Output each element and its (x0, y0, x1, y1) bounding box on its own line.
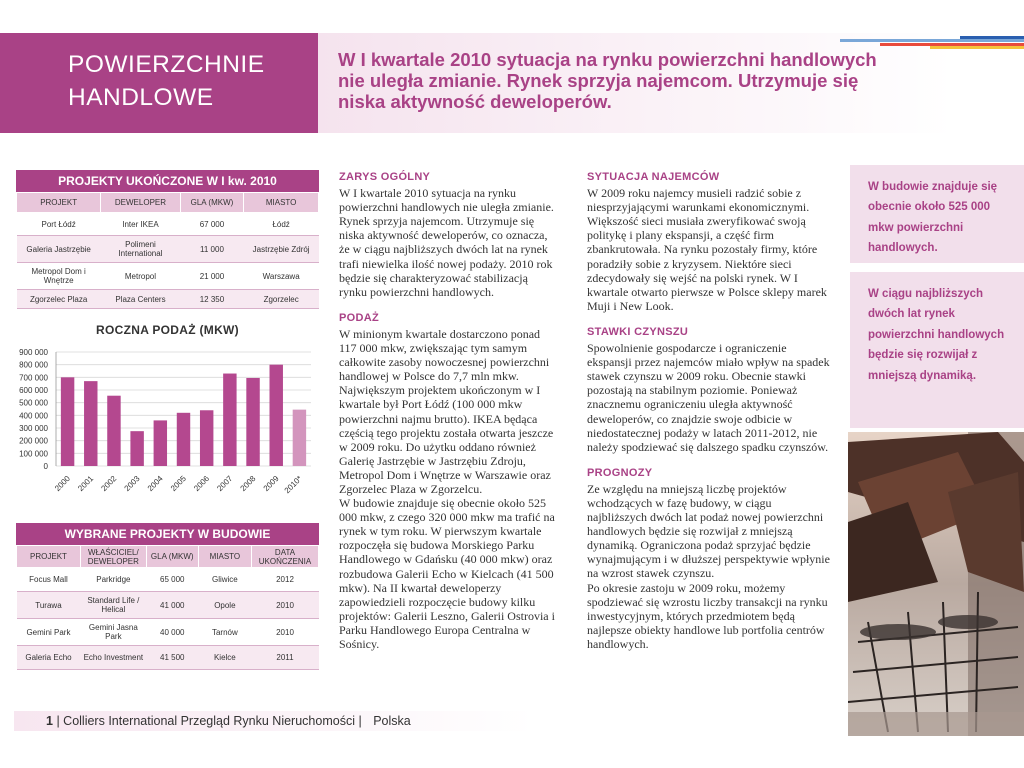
table-cell: 2011 (252, 646, 319, 670)
x-tick-label: 2001 (76, 474, 96, 493)
page-number: 1 (46, 714, 53, 728)
table-cell: Tarnów (198, 619, 251, 646)
bar (246, 378, 259, 466)
section-heading: STAWKI CZYNSZU (587, 325, 689, 338)
table-cell: 2012 (252, 568, 319, 592)
column-header: MIASTO (244, 193, 319, 213)
highlight-box-1 (850, 165, 1024, 263)
x-tick-label: 2000 (53, 474, 73, 493)
bar (270, 365, 283, 466)
table-cell: Standard Life / Helical (80, 592, 146, 619)
headline: W I kwartale 2010 sytuacja na rynku powierzchni handlowych nie uległa zmianie. Rynek sprzyja najemcom. Utrzymuje się niska aktywność deweloperów. (338, 49, 877, 112)
page-title (68, 48, 265, 114)
table-cell: 67 000 (180, 213, 244, 236)
chart-title: ROCZNA PODAŻ (MKW) (96, 323, 239, 337)
construction-projects-title: WYBRANE PROJEKTY W BUDOWIE (16, 523, 319, 545)
x-tick-label: 2008 (238, 474, 258, 493)
table-cell: Galeria Echo (17, 646, 81, 670)
table-cell: Kielce (198, 646, 251, 670)
section-supply (339, 311, 557, 651)
table-cell: 2010 (252, 592, 319, 619)
x-tick-label: 2005 (168, 474, 188, 493)
x-tick-label: 2006 (192, 474, 212, 493)
x-tick-label: 2004 (145, 474, 165, 493)
table-cell: Gemini Park (17, 619, 81, 646)
table-cell: Jastrzębie Zdrój (244, 236, 319, 263)
x-tick-label: 2002 (99, 474, 119, 493)
table-header-row (17, 193, 319, 213)
table-cell: Zgorzelec Plaza (17, 290, 101, 309)
section-heading: SYTUACJA NAJEMCÓW (587, 171, 720, 183)
table-row (17, 290, 319, 309)
section-tenants (587, 170, 830, 313)
section-rents (587, 325, 830, 454)
y-tick-label: 700 000 (19, 373, 48, 383)
table-cell: Parkridge (80, 568, 146, 592)
table-row (17, 213, 319, 236)
table-row (17, 236, 319, 263)
section-overview (339, 170, 557, 299)
table-cell: Galeria Jastrzębie (17, 236, 101, 263)
table-cell: Inter IKEA (101, 213, 180, 236)
table-cell: 41 500 (146, 646, 198, 670)
table-cell: 65 000 (146, 568, 198, 592)
table-row (17, 619, 319, 646)
x-tick-label: 2010* (282, 474, 304, 496)
column-header: DATA UKOŃCZENIA (252, 546, 319, 568)
table-cell: 2010 (252, 619, 319, 646)
footer-separator: | (358, 714, 366, 728)
table-cell: Plaza Centers (101, 290, 180, 309)
y-tick-label: 400 000 (19, 411, 48, 421)
table-row (17, 592, 319, 619)
y-tick-label: 900 000 (19, 348, 48, 357)
table-cell: 12 350 (180, 290, 244, 309)
highlight-text: W ciągu najbliższych dwóch lat rynek powierzchni handlowych będzie się rozwijał z mniejszą dynamiką. (868, 288, 1005, 382)
column-header: GLA (MKW) (146, 546, 198, 568)
x-tick-label: 2009 (261, 474, 281, 493)
table-cell: 40 000 (146, 619, 198, 646)
table-cell: Metropol Dom i Wnętrze (17, 263, 101, 290)
section-text: W budowie znajduje się obecnie około 525 000 mkw, z czego 320 000 mkw ma trafić na rynek w tym roku. W pierwszym kwartale rozpoczęła się budowa Morskiego Parku Handlowego w Gdańsku (40 000 mkw) oraz rozbudowa Galerii Echo w Kielcach (41 500 mkw). Na II kwartał deweloperzy zapowiedzieli rozpoczęcie budowy kilku projektów: Galerii Leszno, Galerii Ostrovia i Parku Handlowego Europa Centralna w Sośnicy. (339, 496, 555, 651)
article-column-2 (587, 170, 830, 663)
cafe-terrace-photo (848, 432, 1024, 736)
completed-projects-table (16, 192, 319, 309)
table-cell: Focus Mall (17, 568, 81, 592)
table-cell: Opole (198, 592, 251, 619)
footer-separator: | (56, 714, 64, 728)
table-cell: Turawa (17, 592, 81, 619)
column-header: MIASTO (198, 546, 251, 568)
construction-projects-table (16, 545, 319, 670)
country-label: Polska (373, 714, 411, 728)
column-header: PROJEKT (17, 546, 81, 568)
y-tick-label: 800 000 (19, 360, 48, 370)
y-tick-label: 0 (43, 462, 48, 471)
table-cell: Echo Investment (80, 646, 146, 670)
publication-name: Colliers International Przegląd Rynku Nieruchomości (63, 714, 355, 728)
y-tick-label: 600 000 (19, 386, 48, 395)
table-cell: 41 000 (146, 592, 198, 619)
table-row (17, 263, 319, 290)
page-title-line1: POWIERZCHNIE (68, 51, 265, 78)
bar (293, 410, 306, 466)
y-tick-label: 200 000 (19, 436, 48, 446)
table-row (17, 646, 319, 670)
table-cell: Port Łódź (17, 213, 101, 236)
section-text: Spowolnienie gospodarcze i ograniczenie ekspansji przez najemców miało wpływ na spadek stawek czynszu w 2009 roku. Obecnie stawki pozostają na stabilnym poziomie. Ponieważ znacznemu ograniczeniu uległa aktywność deweloperów, co znajdzie swoje odbicie w niedostatecznej podaży w latach 2011-2012, nie należy spodziewać się dalszego spadku czynszów. (587, 341, 830, 454)
bar (200, 410, 213, 466)
column-header: PROJEKT (17, 193, 101, 213)
x-tick-label: 2007 (215, 474, 235, 493)
table-cell: Zgorzelec (244, 290, 319, 309)
page-title-line2: HANDLOWE (68, 84, 214, 111)
article-column-1 (339, 170, 557, 663)
highlight-box-2 (850, 272, 1024, 428)
bar (107, 396, 120, 466)
bar (223, 374, 236, 466)
bar (154, 420, 167, 466)
bar (61, 377, 74, 466)
completed-projects-title: PROJEKTY UKOŃCZONE W I kw. 2010 (16, 170, 319, 192)
column-header: WŁAŚCICIEL/ DEWELOPER (80, 546, 146, 568)
table-cell: Polimeni International (101, 236, 180, 263)
table-row (17, 568, 319, 592)
x-tick-label: 2003 (122, 474, 142, 493)
footer (46, 714, 411, 728)
table-cell: Metropol (101, 263, 180, 290)
table-cell: Warszawa (244, 263, 319, 290)
bar (130, 431, 143, 466)
y-tick-label: 100 000 (19, 449, 48, 459)
section-text: Po okresie zastoju w 2009 roku, możemy spodziewać się wzrostu liczby transakcji na rynku inwestycyjnym, których przedmiotem będą najlepsze obiekty handlowe lub portfolia centrów handlowych. (587, 580, 828, 651)
table-header-row (17, 546, 319, 568)
table-cell: 11 000 (180, 236, 244, 263)
section-heading: PROGNOZY (587, 466, 653, 479)
section-heading: ZARYS OGÓLNY (339, 171, 431, 183)
highlight-text: W budowie znajduje się obecnie około 525 000 mkw powierzchni handlowych. (868, 181, 998, 255)
column-header: DEWELOPER (101, 193, 180, 213)
y-tick-label: 300 000 (19, 424, 48, 433)
bar (84, 381, 97, 466)
table-cell: 21 000 (180, 263, 244, 290)
section-text: Ze względu na mniejszą liczbę projektów wchodzących w fazę budowy, w ciągu najbliższych dwóch lat podaż nowej powierzchni handlowych będzie się rozwijał z mniejszą dynamiką. Ograniczona podaż sprzyjać będzie wynajmującym i w dłuższej perspektywie wpłynie na wzrost stawek czynszu. (587, 481, 830, 581)
table-cell: Gemini Jasna Park (80, 619, 146, 646)
section-forecast (587, 466, 830, 651)
section-text: W I kwartale 2010 sytuacja na rynku powierzchni handlowych nie uległa zmianie. Rynek sprzyja najemcom. Utrzymuje się niska aktywność deweloperów, co oznacza, że w ciągu najbliższych dwóch lat na rynek trafi niewielka ilość nowej podaży. 2010 rok będzie się charakteryzować stabilizacją rynku powierzchni handlowych. (339, 186, 554, 299)
y-tick-label: 500 000 (19, 398, 48, 408)
table-cell: Łódź (244, 213, 319, 236)
column-header: GLA (MKW) (180, 193, 244, 213)
table-cell: Gliwice (198, 568, 251, 592)
bar (177, 413, 190, 466)
annual-supply-chart (8, 342, 319, 512)
section-text: W 2009 roku najemcy musieli radzić sobie z niesprzyjającymi warunkami ekonomicznymi. Większość sieci musiała zweryfikować swoją politykę i plany ekspansji, a część firm zbankrutowała. Na rynku pozostały firmy, które poradziły sobie z kryzysem. Niektóre sieci zdecydowały się wejść na polski rynek. W I kwartale otwarto pierwsze w Polsce sklepy marek Muji i New Look. (587, 186, 827, 313)
section-heading: PODAŻ (339, 311, 379, 324)
section-text: W minionym kwartale dostarczono ponad 117 000 mkw, zwiększając tym samym całkowite zasoby nowoczesnej powierzchni handlowej w Polsce do 7,7 mln mkw. Największym projektem ukończonym w I kwartale był Port Łódź (100 000 mkw powierzchni najmu brutto). IKEA będąca częścią tego projektu została otwarta jeszcze w 2009 roku. Do użytku oddano również Galerię Jastrzębie w Jastrzębiu Zdroju, Metropol Dom i Wnętrze w Warszawie oraz Zgorzelec Plaza w Zgorzelcu. (339, 326, 554, 496)
brand-stripes-icon (840, 36, 1024, 50)
